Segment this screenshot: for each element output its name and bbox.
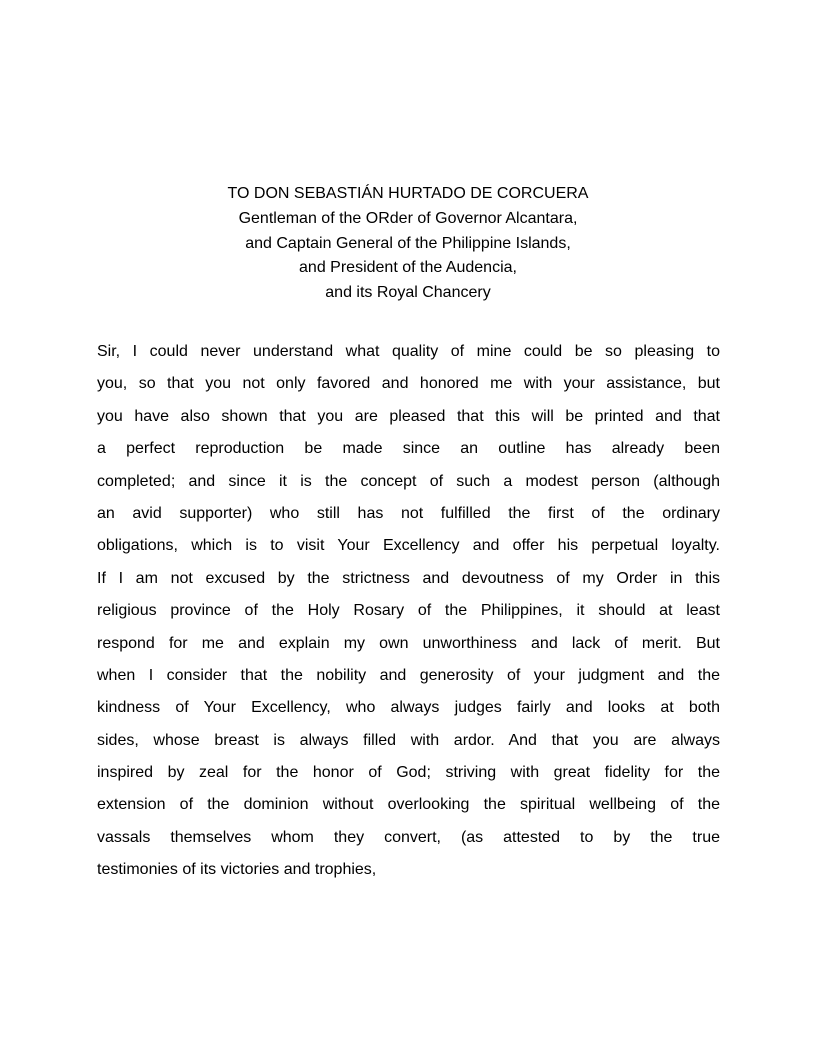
body-line: testimonies of its victories and trophies, (97, 861, 377, 879)
body-line: completed; and since it is the concept of such a modest person (although (97, 472, 720, 490)
body-line: extension of the dominion without overlooking the spiritual wellbeing of the (97, 796, 720, 814)
body-line: a perfect reproduction be made since an outline has already been (97, 440, 720, 458)
body-line: religious province of the Holy Rosary of the Philippines, it should at least (97, 602, 720, 620)
heading-line-title: and Captain General of the Philippine Islands, (245, 234, 571, 252)
heading-line-title: Gentleman of the ORder of Governor Alcantara, (238, 209, 578, 227)
dedication-heading (96, 182, 720, 306)
body-line: vassals themselves whom they convert, (as attested to by the true (97, 828, 720, 846)
body-line: If I am not excused by the strictness and devoutness of my Order in this (97, 569, 720, 587)
heading-line-addressee: TO DON SEBASTIÁN HURTADO DE CORCUERA (227, 185, 589, 202)
body-line: respond for me and explain my own unworthiness and lack of merit. But (97, 634, 720, 652)
body-line: you have also shown that you are pleased that this will be printed and that (97, 407, 720, 425)
body-line: Sir, I could never understand what quality of mine could be so pleasing to (97, 343, 720, 360)
heading-line-title: and its Royal Chancery (325, 284, 491, 302)
heading-line-title: and President of the Audencia, (299, 259, 517, 277)
body-line: when I consider that the nobility and generosity of your judgment and the (97, 666, 720, 684)
body-line: an avid supporter) who still has not fulfilled the first of the ordinary (97, 504, 720, 522)
body-line: obligations, which is to visit Your Excellency and offer his perpetual loyalty. (97, 537, 720, 555)
body-line: sides, whose breast is always filled with ardor. And that you are always (97, 731, 720, 749)
body-line: kindness of Your Excellency, who always judges fairly and looks at both (97, 699, 720, 717)
body-line: you, so that you not only favored and honored me with your assistance, but (97, 375, 720, 393)
dedication-body (97, 336, 720, 887)
body-line: inspired by zeal for the honor of God; striving with great fidelity for the (97, 764, 720, 782)
